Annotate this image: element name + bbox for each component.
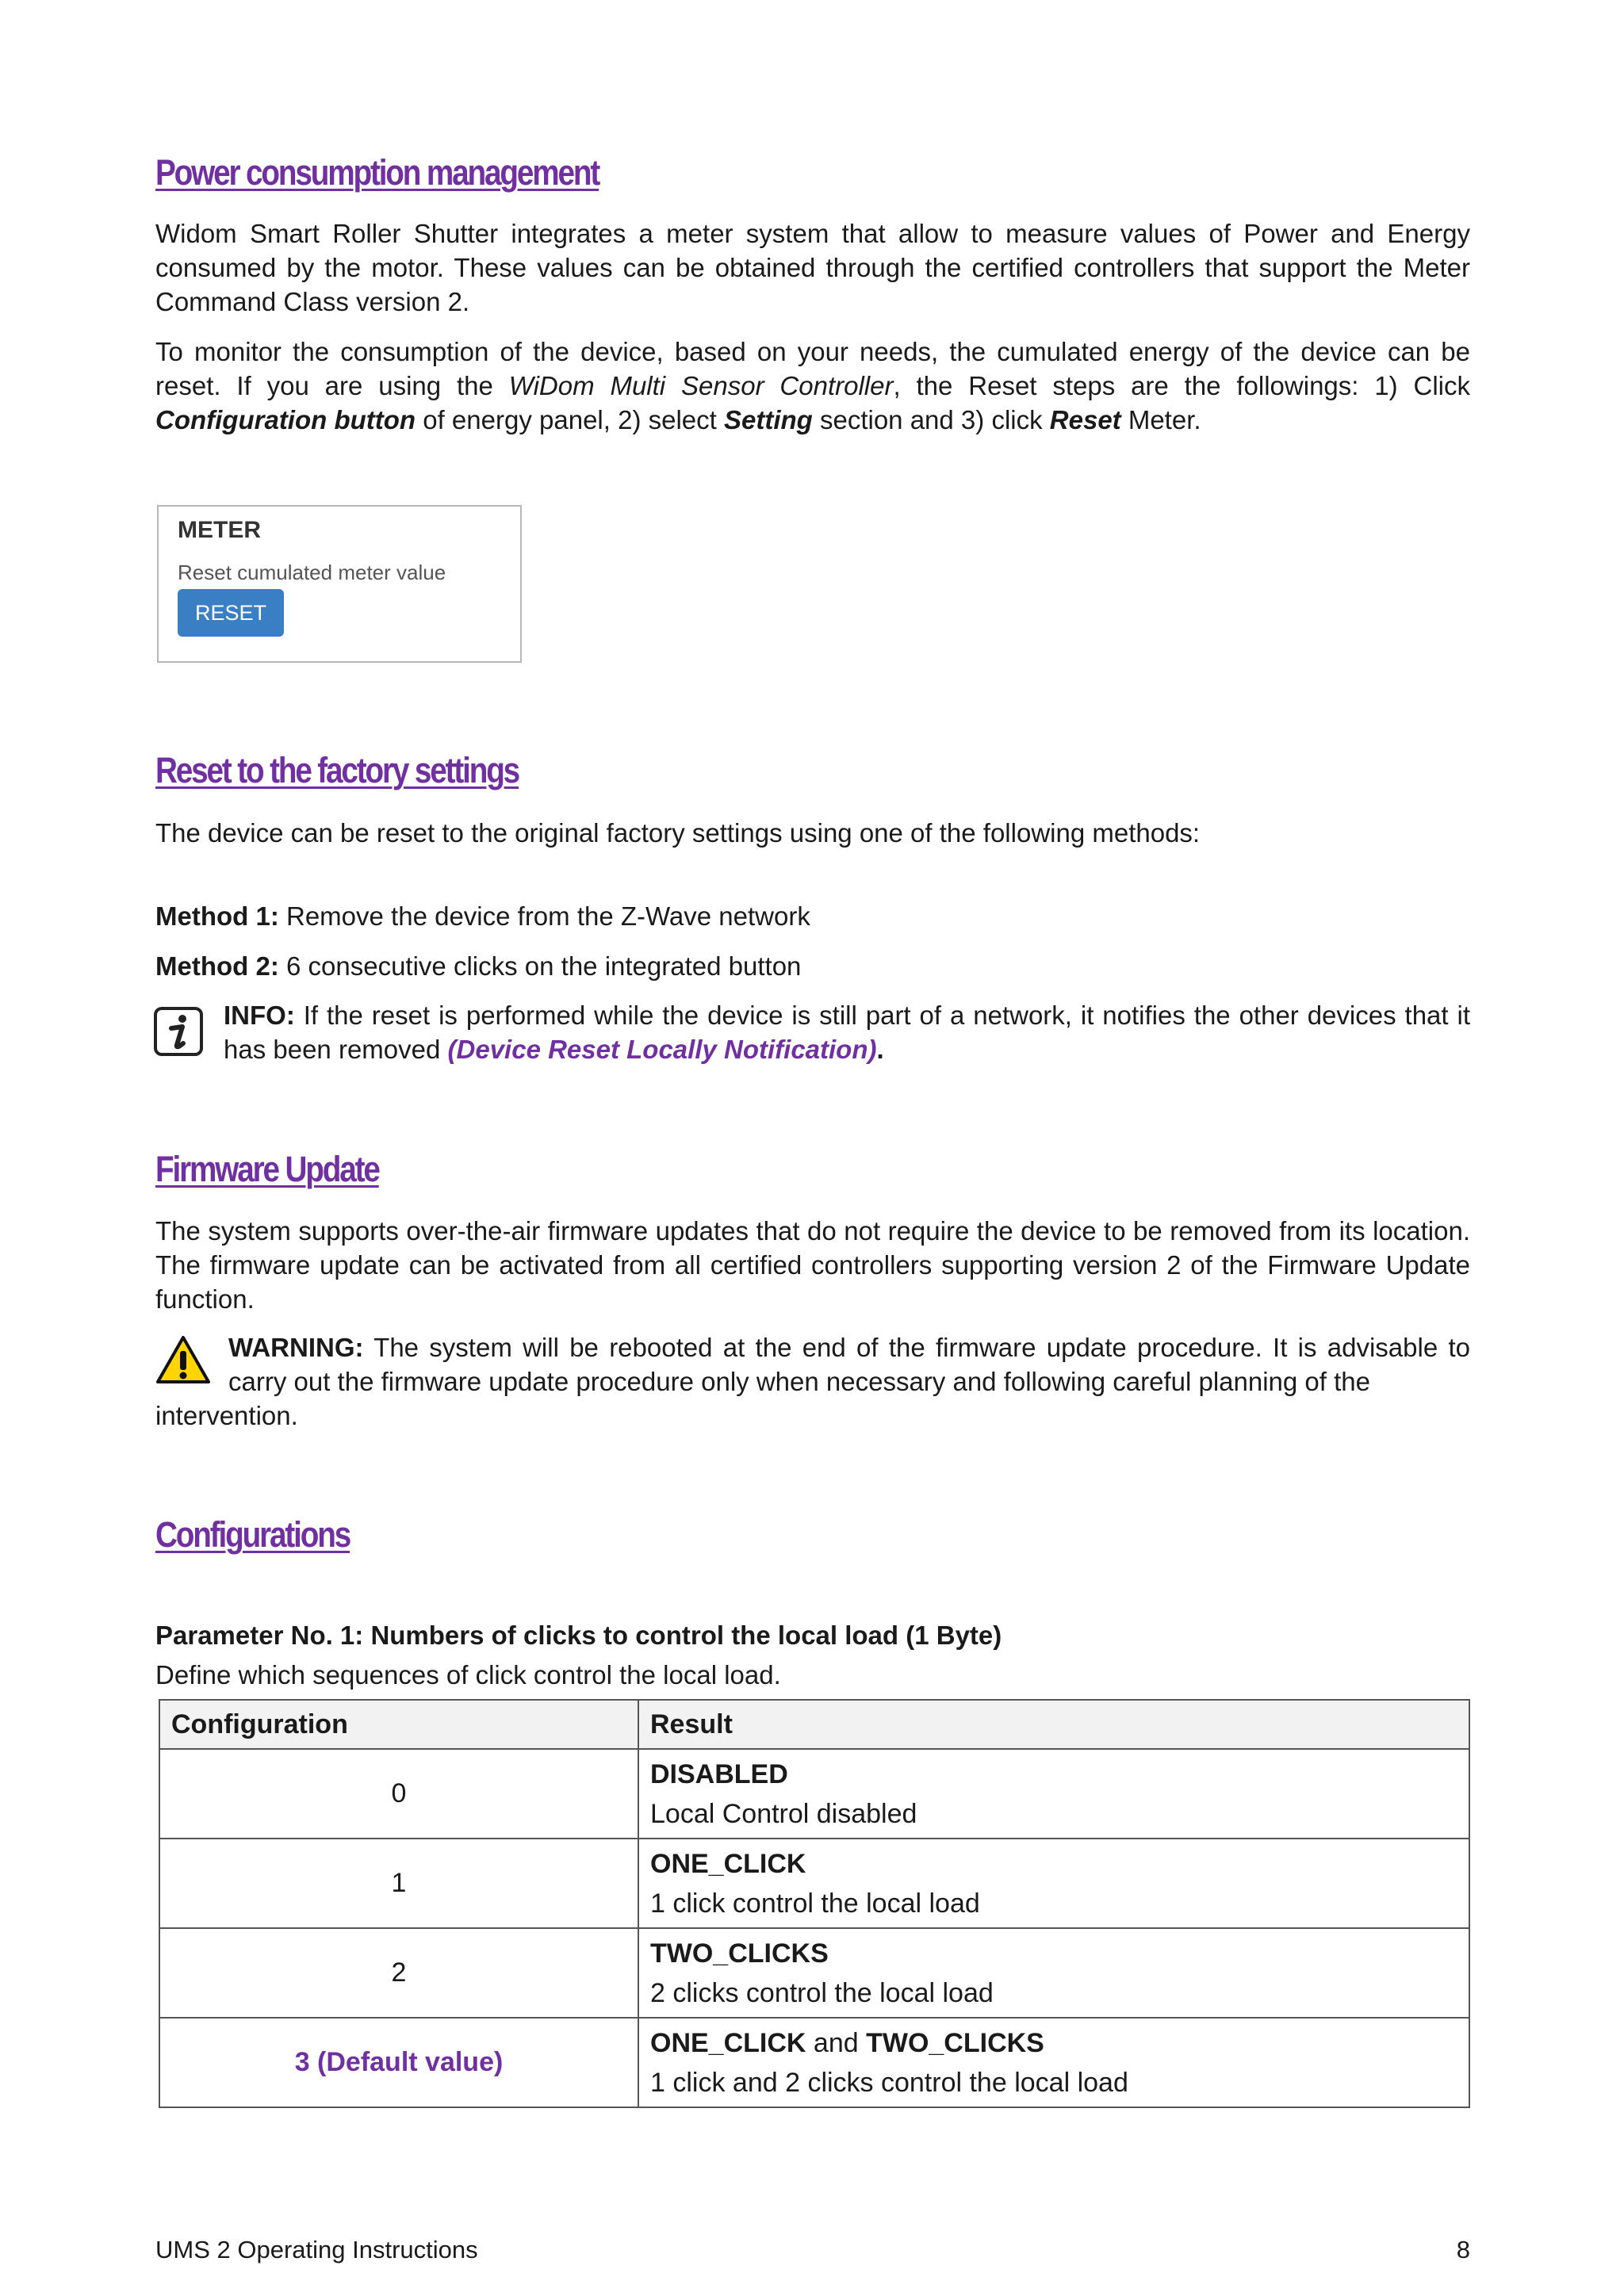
power-heading: Power consumption management — [155, 152, 599, 193]
parameter-description: Define which sequences of click control the local load. — [155, 1660, 781, 1689]
method-1 — [155, 899, 1470, 933]
meter-subtitle: Reset cumulated meter value — [178, 561, 446, 584]
parameter-title: Parameter No. 1: Numbers of clicks to control the local load (1 Byte) — [155, 1621, 1002, 1650]
method-1-text: Remove the device from the Z-Wave network — [278, 901, 810, 931]
table-row — [159, 1839, 1469, 1928]
warning-tail: intervention. — [155, 1401, 298, 1430]
result-description: Local Control disabled — [650, 1798, 917, 1829]
firmware-heading: Firmware Update — [155, 1149, 379, 1189]
footer-page-number: 8 — [1456, 2236, 1470, 2263]
info-note — [224, 998, 1470, 1066]
info-text: If the reset is performed while the device is still part of a network, it notifies the other devices that it has been removed — [224, 1001, 1470, 1064]
result-name-b: TWO_CLICKS — [866, 2027, 1044, 2058]
result-description: 1 click and 2 clicks control the local load — [650, 2067, 1128, 2098]
reset-ref: Reset — [1049, 405, 1121, 434]
table-row — [159, 1928, 1469, 2018]
config-value-default: 3 (Default value) — [159, 2018, 638, 2107]
result-name: DISABLED — [650, 1758, 788, 1789]
factory-intro: The device can be reset to the original factory settings using one of the following methods: — [155, 818, 1201, 848]
text-run: section and 3) click — [812, 405, 1050, 434]
warning-label: WARNING: — [228, 1333, 364, 1362]
result-joiner: and — [806, 2027, 867, 2058]
firmware-section — [155, 1214, 1470, 1316]
firmware-paragraph: The system supports over-the-air firmware updates that do not require the device to be removed from its location. The firmware update can be activated from all certified controllers supporting version 2 of the Firmware Update function. — [155, 1216, 1470, 1314]
method-2-label: Method 2: — [155, 951, 279, 981]
setting-ref: Setting — [723, 405, 813, 434]
configuration-table — [159, 1699, 1470, 2108]
column-header-result: Result — [638, 1700, 1469, 1749]
factory-section — [155, 816, 1470, 983]
result-cell — [638, 1839, 1469, 1928]
result-description: 1 click control the local load — [650, 1888, 980, 1919]
meter-title: METER — [178, 517, 261, 543]
result-name-a: ONE_CLICK — [650, 2027, 806, 2058]
warning-note — [228, 1330, 1470, 1399]
power-paragraph-2 — [155, 335, 1470, 437]
result-cell — [638, 2018, 1469, 2107]
text-run: of energy panel, 2) select — [416, 405, 724, 434]
factory-heading: Reset to the factory settings — [155, 750, 519, 790]
config-value: 0 — [159, 1749, 638, 1839]
info-highlight: (Device Reset Locally Notification) — [447, 1035, 877, 1064]
text-run: , the Reset steps are the followings: 1) Click — [893, 371, 1471, 400]
power-section — [155, 216, 1470, 437]
method-2-text: 6 consecutive clicks on the integrated button — [278, 951, 802, 981]
result-description: 2 clicks control the local load — [650, 1977, 994, 2008]
column-header-configuration: Configuration — [159, 1700, 638, 1749]
meter-panel — [157, 505, 522, 663]
config-value: 1 — [159, 1839, 638, 1928]
info-icon — [154, 1007, 203, 1056]
power-paragraph-1: Widom Smart Roller Shutter integrates a meter system that allow to measure values of Power and Energy consumed by the motor. These values can be obtained through the certified controllers that support the Meter Command Class version 2. — [155, 219, 1470, 316]
warning-text: The system will be rebooted at the end of the firmware update procedure. It is advisable to carry out the firmware update procedure only when necessary and following careful planning of the — [228, 1333, 1470, 1396]
result-cell — [638, 1749, 1469, 1839]
configuration-button-ref: Configuration button — [155, 405, 416, 434]
result-name: ONE_CLICK — [650, 1848, 806, 1879]
table-header-row — [159, 1700, 1469, 1749]
footer-document-title: UMS 2 Operating Instructions — [155, 2236, 478, 2263]
info-end: . — [876, 1035, 884, 1064]
result-name: TWO_CLICKS — [650, 1938, 829, 1969]
text-run: To monitor the consumption of the device, based on your needs, the cumulated energy of the device can be reset. If you are using the — [155, 337, 1470, 400]
table-row — [159, 1749, 1469, 1839]
meter-reset-button[interactable]: RESET — [178, 589, 284, 637]
warning-icon — [155, 1335, 211, 1384]
config-value: 2 — [159, 1928, 638, 2018]
text-run: Meter. — [1120, 405, 1201, 434]
method-2 — [155, 949, 1470, 983]
info-label: INFO: — [224, 1001, 295, 1030]
controller-name: WiDom Multi Sensor Controller — [508, 371, 894, 400]
configurations-heading: Configurations — [155, 1514, 350, 1555]
method-1-label: Method 1: — [155, 901, 279, 931]
table-row — [159, 2018, 1469, 2107]
result-cell — [638, 1928, 1469, 2018]
